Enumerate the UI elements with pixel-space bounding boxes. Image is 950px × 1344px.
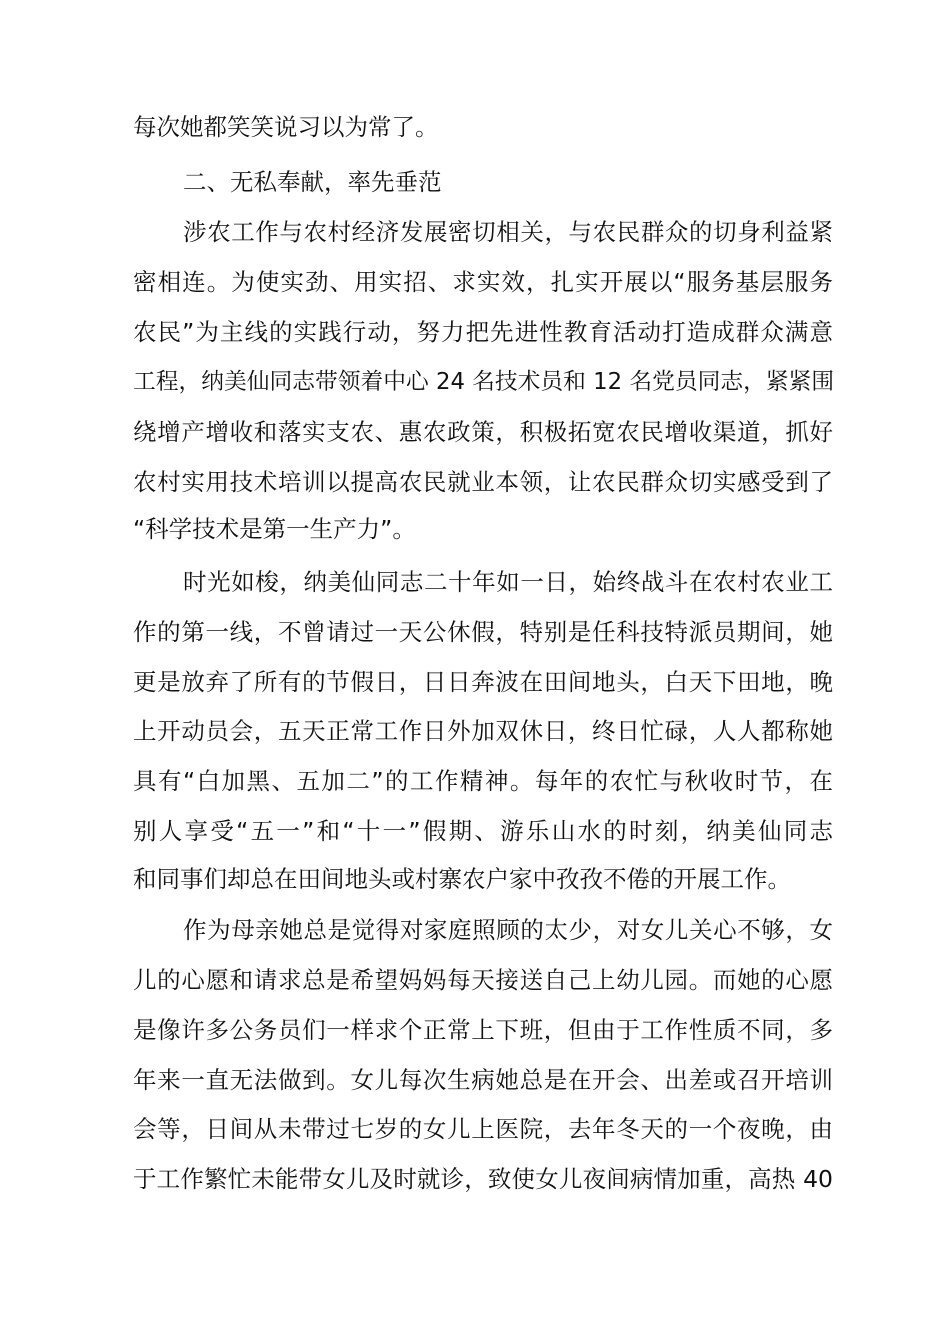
text-line: 年来一直无法做到。女儿每次生病她总是在开会、出差或召开培训 [133,1066,833,1094]
text-line: 工程，纳美仙同志带领着中心 24 名技术员和 12 名党员同志，紧紧围 [133,369,835,395]
text-line: 农村实用技术培训以提高农民就业本领，让农民群众切实感受到了 [133,468,833,496]
text-line: 农民”为主线的实践行动，努力把先进性教育活动打造成群众满意 [133,318,833,346]
text-line: 作的第一线，不曾请过一天公休假，特别是任科技特派员期间，她 [133,618,833,646]
text-line: 密相连。为使实劲、用实招、求实效，扎实开展以“服务基层服务 [133,268,833,296]
text-line: 更是放弃了所有的节假日，日日奔波在田间地头，白天下田地，晚 [133,668,833,696]
text-line: 涉农工作与农村经济发展密切相关，与农民群众的切身利益紧 [183,218,833,246]
text-line: “科学技术是第一生产力”。 [133,515,416,543]
text-line: 绕增产增收和落实支农、惠农政策，积极拓宽农民增收渠道，抓好 [133,418,833,446]
text-line: 于工作繁忙未能带女儿及时就诊，致使女儿夜间病情加重，高热 40 [133,1165,833,1193]
text-line: 上开动员会，五天正常工作日外加双休日，终日忙碌，人人都称她 [133,717,833,745]
text-line: 是像许多公务员们一样求个正常上下班，但由于工作性质不同，多 [133,1016,833,1044]
text-line: 和同事们却总在田间地头或村寨农户家中孜孜不倦的开展工作。 [133,865,791,893]
section-heading: 二、无私奉献，率先垂范 [183,168,442,196]
text-line: 时光如梭，纳美仙同志二十年如一日，始终战斗在农村农业工 [183,568,833,596]
text-line: 作为母亲她总是觉得对家庭照顾的太少，对女儿关心不够，女 [183,916,833,944]
text-line: 会等，日间从未带过七岁的女儿上医院，去年冬天的一个夜晚，由 [133,1115,833,1143]
text-line: 具有“白加黑、五加二”的工作精神。每年的农忙与秋收时节，在 [133,767,833,795]
text-line: 每次她都笑笑说习以为常了。 [133,113,439,141]
text-line: 别人享受“五一”和“十一”假期、游乐山水的时刻，纳美仙同志 [133,817,833,845]
text-line: 儿的心愿和请求总是希望妈妈每天接送自己上幼儿园。而她的心愿 [133,966,833,994]
